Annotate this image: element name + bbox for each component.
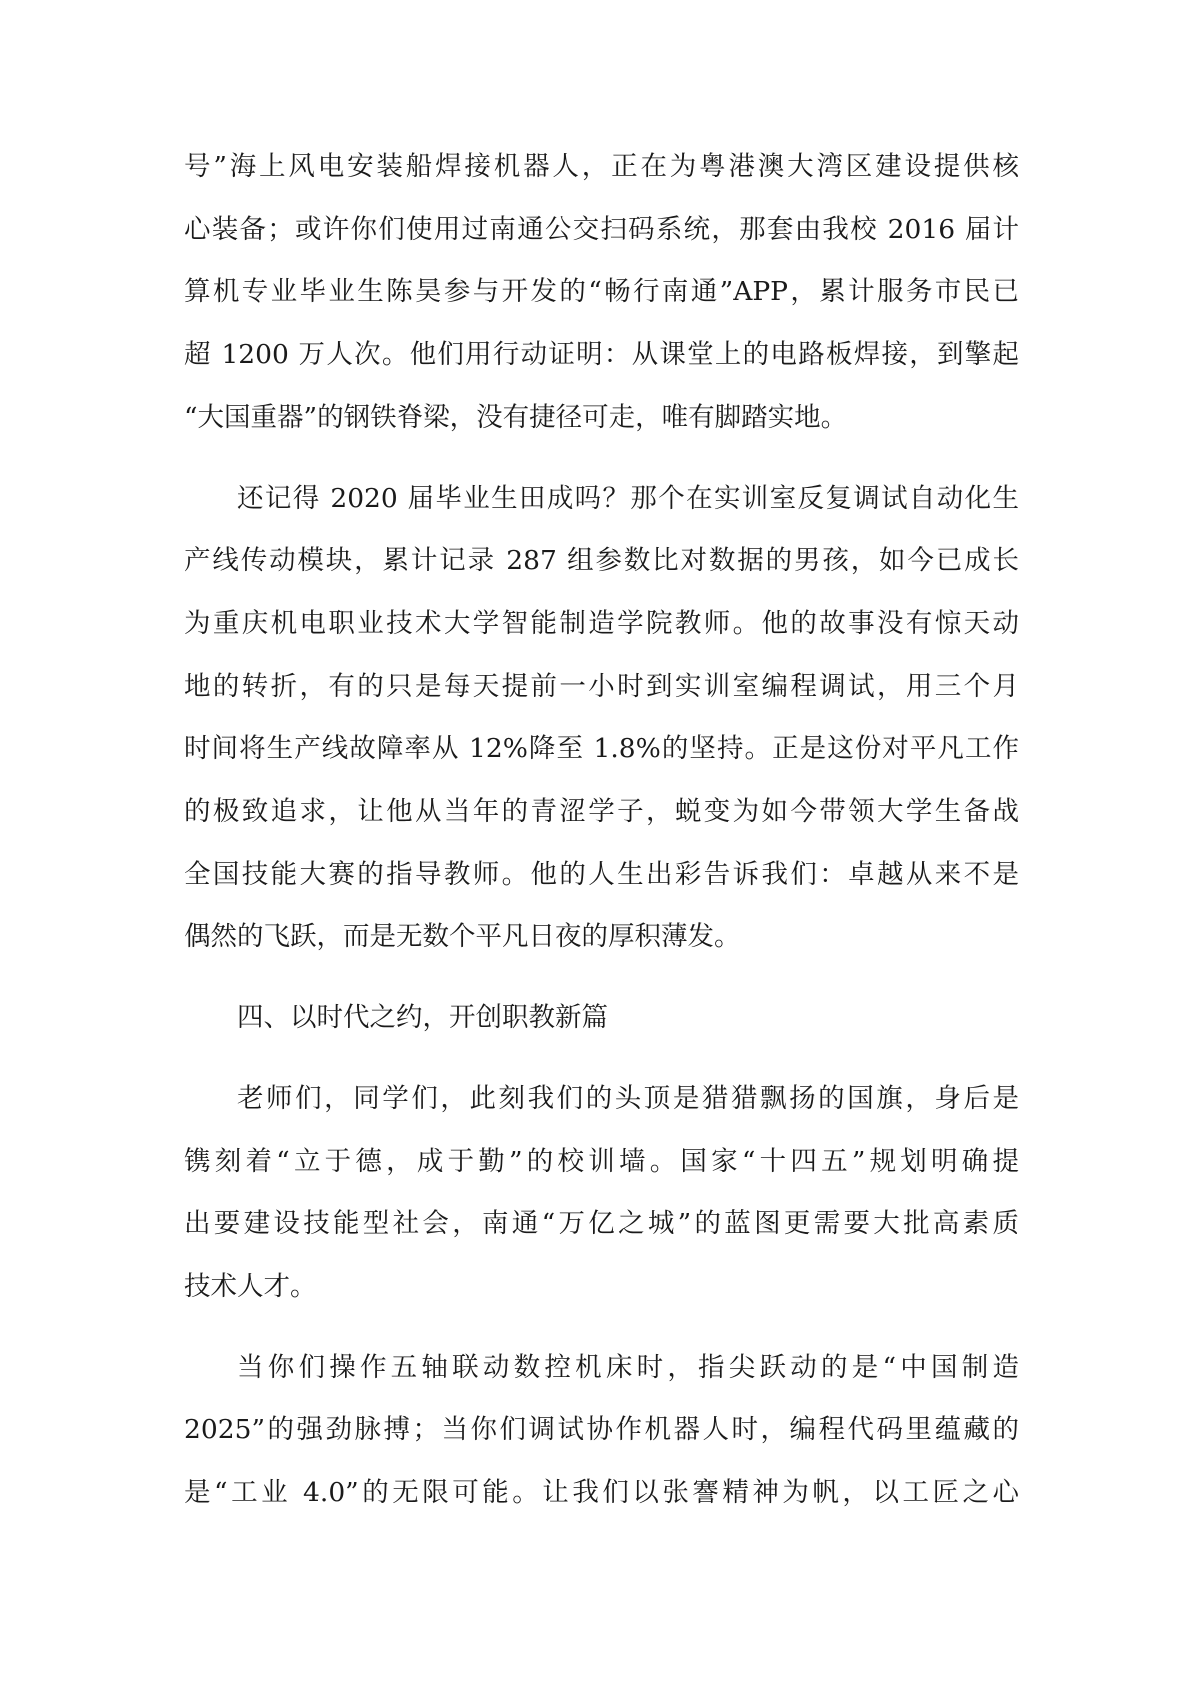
paragraph-tian-cheng-story	[184, 468, 1019, 970]
text-line: 当你们操作五轴联动数控机床时，指尖跃动的是“中国制造	[237, 1351, 1019, 1383]
text-line: 算机专业毕业生陈昊参与开发的“畅行南通”APP，累计服务市民已	[184, 276, 1019, 308]
paragraph-national-plan	[184, 1068, 1019, 1319]
text-line: 时间将生产线故障率从 12%降至 1.8%的坚持。正是这份对平凡工作	[184, 733, 1019, 765]
text-line: 全国技能大赛的指导教师。他的人生出彩告诉我们：卓越从来不是	[184, 858, 1019, 890]
text-line: 老师们，同学们，此刻我们的头顶是猎猎飘扬的国旗，身后是	[237, 1082, 1019, 1114]
document-body	[184, 136, 1019, 1543]
text-line: 的极致追求，让他从当年的青涩学子，蜕变为如今带领大学生备战	[184, 796, 1019, 828]
section-heading-text: 四、以时代之约，开创职教新篇	[237, 1002, 608, 1034]
paragraph-call-to-action	[184, 1337, 1019, 1525]
section-heading	[184, 987, 1019, 1050]
text-line: “大国重器”的钢铁脊梁，没有捷径可走，唯有脚踏实地。	[184, 401, 848, 433]
text-line: 2025”的强劲脉搏；当你们调试协作机器人时，编程代码里蕴藏的	[184, 1414, 1019, 1446]
text-line: 地的转折，有的只是每天提前一小时到实训室编程调试，用三个月	[184, 670, 1019, 702]
text-line: 超 1200 万人次。他们用行动证明：从课堂上的电路板焊接，到擎起	[184, 339, 1019, 371]
text-line: 心装备；或许你们使用过南通公交扫码系统，那套由我校 2016 届计	[184, 213, 1019, 245]
text-line: 还记得 2020 届毕业生田成吗？那个在实训室反复调试自动化生	[237, 482, 1019, 514]
text-line: 是“工业 4.0”的无限可能。让我们以张謇精神为帆，以工匠之心	[184, 1477, 1019, 1509]
text-line: 技术人才。	[184, 1270, 317, 1302]
text-line: 镌刻着“立于德，成于勤”的校训墙。国家“十四五”规划明确提	[184, 1145, 1019, 1177]
text-line: 出要建设技能型社会，南通“万亿之城”的蓝图更需要大批高素质	[184, 1208, 1019, 1240]
text-line: 为重庆机电职业技术大学智能制造学院教师。他的故事没有惊天动	[184, 607, 1019, 639]
text-line: 产线传动模块，累计记录 287 组参数比对数据的男孩，如今已成长	[184, 545, 1019, 577]
text-line: 号”海上风电安装船焊接机器人，正在为粤港澳大湾区建设提供核	[184, 151, 1019, 182]
paragraph-alumni-achievements	[184, 136, 1019, 450]
text-line: 偶然的飞跃，而是无数个平凡日夜的厚积薄发。	[184, 921, 741, 953]
